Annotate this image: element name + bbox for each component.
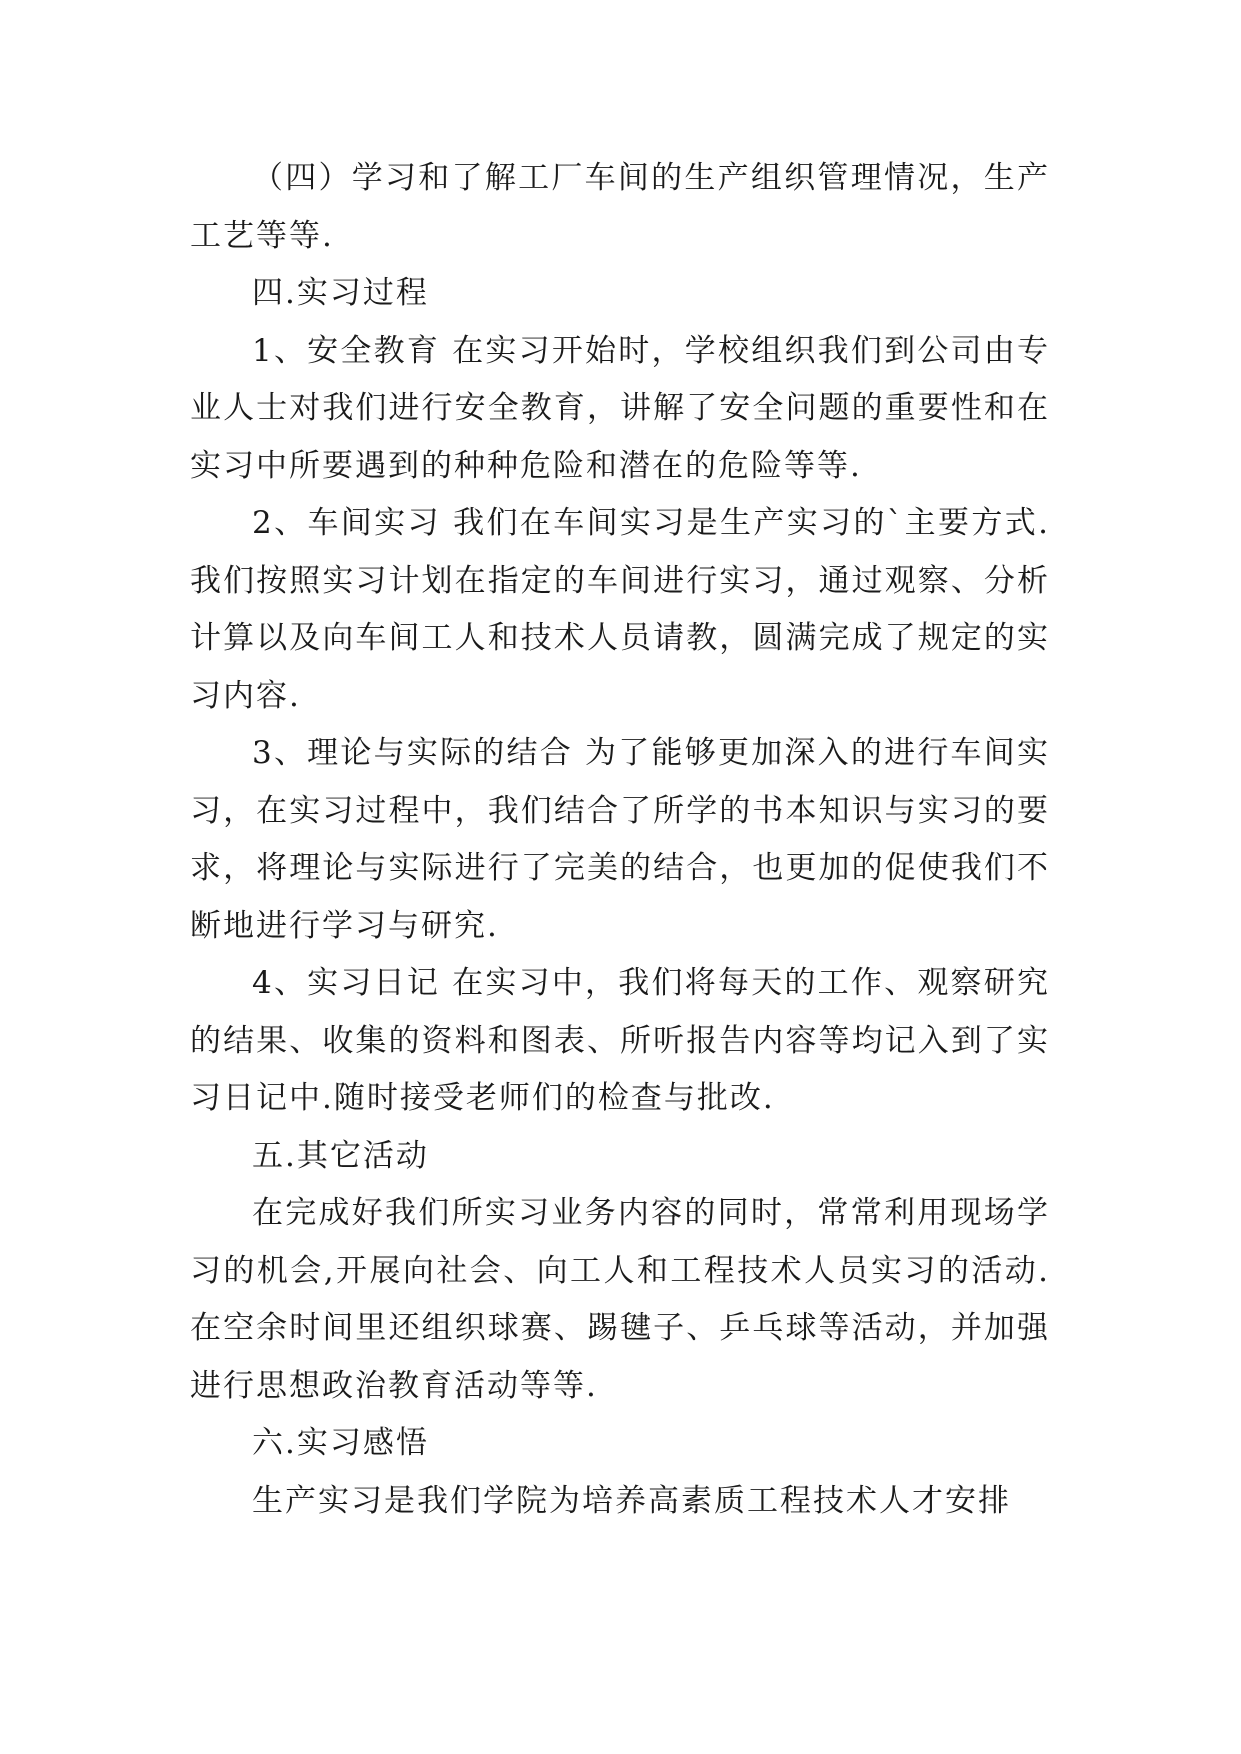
paragraph-production-organization: （四）学习和了解工厂车间的生产组织管理情况，生产工艺等等. [190,160,1050,254]
paragraph-workshop-internship: 2、车间实习 我们在车间实习是生产实习的`主要方式.我们按照实习计划在指定的车间进行实习，通过观察、分析计算以及向车间工人和技术人员请教，圆满完成了规定的实习内容. [190,505,1050,714]
paragraph-theory-practice: 3、理论与实际的结合 为了能够更加深入的进行车间实习，在实习过程中，我们结合了所学的书本知识与实习的要求，将理论与实际进行了完美的结合，也更加的促使我们不断地进行学习与研究. [190,735,1050,944]
section-heading-internship-process: 四.实习过程 [252,275,429,311]
section-heading-other-activities: 五.其它活动 [252,1137,429,1174]
section-heading-reflections: 六.实习感悟 [252,1425,429,1461]
paragraph-safety-education: 1、安全教育 在实习开始时，学校组织我们到公司由专业人士对我们进行安全教育，讲解了安全问题的重要性和在实习中所要遇到的种种危险和潜在的危险等等. [190,332,1050,484]
paragraph-reflections: 生产实习是我们学院为培养高素质工程技术人才安排 [252,1482,1011,1519]
document-body [190,150,1050,1530]
paragraph-other-activities: 在完成好我们所实习业务内容的同时，常常利用现场学习的机会,开展向社会、向工人和工程技术人员实习的活动.在空余时间里还组织球赛、踢毽子、乒乓球等活动，并加强进行思想政治教育活动等等. [190,1195,1050,1404]
paragraph-internship-diary: 4、实习日记 在实习中，我们将每天的工作、观察研究的结果、收集的资料和图表、所听报告内容等均记入到了实习日记中.随时接受老师们的检查与批改. [190,965,1050,1116]
